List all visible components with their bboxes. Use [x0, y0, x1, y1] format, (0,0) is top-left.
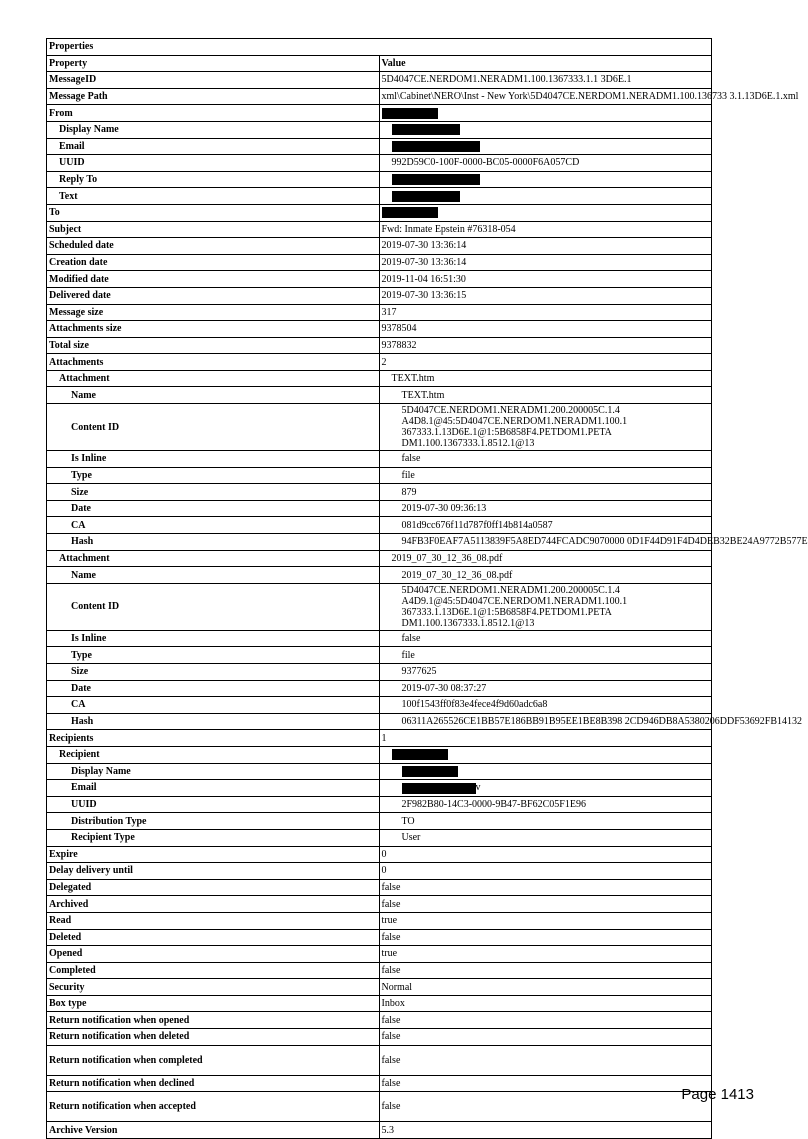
property-value: [379, 929, 712, 946]
property-value: [379, 796, 712, 813]
value-text: false: [381, 898, 401, 910]
property-label: Email: [47, 780, 380, 797]
property-value: [379, 680, 712, 697]
property-value: [379, 451, 712, 468]
table-row: [47, 863, 712, 880]
value-text: 0: [381, 848, 387, 860]
content-id-line: 367333.1.13D6E.1@1:5B6858F4.PETDOM1.PETA DM1.100.1367333.1.8512.1@13: [401, 606, 612, 629]
property-label: Size: [47, 484, 380, 501]
property-label: Return notification when completed: [47, 1045, 380, 1075]
property-value: [379, 1092, 712, 1122]
table-row: [47, 500, 712, 517]
property-value: [379, 337, 712, 354]
value-text: 9378832: [381, 339, 417, 351]
value-text: Inbox: [381, 998, 405, 1010]
property-value: [379, 1122, 712, 1139]
table-row: [47, 370, 712, 387]
table-title: Properties: [47, 39, 712, 56]
value-text: false: [381, 964, 401, 976]
redaction-box: [392, 191, 460, 202]
property-value: [379, 354, 712, 371]
property-label: Type: [47, 647, 380, 664]
value-text: 2019-07-30 13:36:15: [381, 290, 467, 302]
table-row: [47, 1029, 712, 1046]
value-text: xml\Cabinet\NERO\Inst - New York\5D4047CE.NERDOM1.NERADM1.100.136733 3.1.13D6E.1.xml: [381, 91, 799, 103]
table-row: [47, 221, 712, 238]
property-label: Recipient Type: [47, 829, 380, 846]
property-value: [379, 846, 712, 863]
header-value: Value: [379, 55, 712, 72]
table-row: [47, 155, 712, 172]
content-id-line: 367333.1.13D6E.1@1:5B6858F4.PETDOM1.PETA DM1.100.1367333.1.8512.1@13: [401, 427, 612, 450]
property-label: Size: [47, 664, 380, 681]
table-row: [47, 138, 712, 155]
value-text: file: [401, 469, 415, 481]
property-value: [379, 271, 712, 288]
property-label: Hash: [47, 534, 380, 551]
table-row: [47, 929, 712, 946]
table-row: [47, 354, 712, 371]
table-row: [47, 1122, 712, 1139]
property-value: [379, 387, 712, 404]
property-label: UUID: [47, 155, 380, 172]
table-row: [47, 484, 712, 501]
redaction-box: [392, 141, 480, 152]
value-text: false: [381, 931, 401, 943]
property-label: Creation date: [47, 254, 380, 271]
property-label: Return notification when declined: [47, 1075, 380, 1092]
property-value: [379, 221, 712, 238]
property-label: Display Name: [47, 121, 380, 138]
property-value: [379, 1029, 712, 1046]
property-label: Date: [47, 500, 380, 517]
property-label: Return notification when accepted: [47, 1092, 380, 1122]
redaction-box: [382, 207, 438, 218]
table-row: [47, 896, 712, 913]
property-label: Recipient: [47, 746, 380, 763]
value-text: 9378504: [381, 323, 417, 335]
table-row: [47, 780, 712, 797]
table-row: [47, 121, 712, 138]
property-value: [379, 829, 712, 846]
property-value: [379, 171, 712, 188]
table-row: [47, 1075, 712, 1092]
redaction-box: [392, 174, 480, 185]
value-text: 100f1543ff0f83e4fece4f9d60adc6a8: [401, 699, 548, 711]
property-label: Attachments: [47, 354, 380, 371]
property-label: Is Inline: [47, 630, 380, 647]
table-row: [47, 88, 712, 105]
property-label: Message Path: [47, 88, 380, 105]
value-text: 5D4047CE.NERDOM1.NERADM1.100.1367333.1.1 3D6E.1: [381, 74, 632, 86]
table-row: [47, 287, 712, 304]
value-text: 9377625: [401, 666, 437, 678]
property-value: [379, 979, 712, 996]
property-value: [379, 321, 712, 338]
table-row: [47, 451, 712, 468]
header-property: Property: [47, 55, 380, 72]
value-text: User: [401, 832, 421, 844]
property-value: [379, 630, 712, 647]
property-value: [379, 647, 712, 664]
table-row: [47, 664, 712, 681]
value-text: false: [381, 1014, 401, 1026]
property-label: To: [47, 204, 380, 221]
table-row: [47, 912, 712, 929]
property-label: Recipients: [47, 730, 380, 747]
property-label: Type: [47, 467, 380, 484]
table-row: [47, 680, 712, 697]
property-value: [379, 404, 712, 451]
table-row: [47, 813, 712, 830]
property-label: Message size: [47, 304, 380, 321]
value-text: 2019-07-30 09:36:13: [401, 503, 487, 515]
table-row: [47, 846, 712, 863]
property-label: Attachments size: [47, 321, 380, 338]
table-row: [47, 796, 712, 813]
table-row: [47, 72, 712, 89]
table-row: [47, 829, 712, 846]
property-value: [379, 863, 712, 880]
property-label: Security: [47, 979, 380, 996]
redaction-box: [392, 124, 460, 135]
property-label: Text: [47, 188, 380, 205]
table-row: [47, 337, 712, 354]
property-label: CA: [47, 517, 380, 534]
table-row: [47, 763, 712, 780]
property-value: [379, 550, 712, 567]
property-label: Distribution Type: [47, 813, 380, 830]
property-value: [379, 72, 712, 89]
property-value: [379, 484, 712, 501]
property-label: Archived: [47, 896, 380, 913]
table-row: [47, 746, 712, 763]
table-row: [47, 879, 712, 896]
property-label: Archive Version: [47, 1122, 380, 1139]
value-text: false: [381, 1077, 401, 1089]
property-label: Date: [47, 680, 380, 697]
table-row: [47, 238, 712, 255]
property-value: [379, 912, 712, 929]
property-label: Deleted: [47, 929, 380, 946]
value-text: 2F982B80-14C3-0000-9B47-BF62C05F1E96: [401, 799, 586, 811]
value-text: TO: [401, 815, 415, 827]
property-label: Attachment: [47, 370, 380, 387]
redaction-box: [382, 108, 438, 119]
table-row: [47, 630, 712, 647]
table-row: [47, 946, 712, 963]
property-value: [379, 304, 712, 321]
property-label: Opened: [47, 946, 380, 963]
redaction-box: [392, 749, 448, 760]
value-text: file: [401, 649, 415, 661]
property-label: Total size: [47, 337, 380, 354]
property-value: [379, 88, 799, 105]
property-value: [379, 567, 712, 584]
property-value: [379, 238, 712, 255]
value-text: false: [381, 1101, 401, 1113]
value-text: 5.3: [381, 1124, 394, 1136]
property-value: [379, 730, 712, 747]
value-text: 2019-07-30 13:36:14: [381, 257, 467, 269]
property-label: MessageID: [47, 72, 380, 89]
property-label: Content ID: [47, 404, 380, 451]
property-value: [379, 763, 712, 780]
property-label: Return notification when deleted: [47, 1029, 380, 1046]
property-label: Read: [47, 912, 380, 929]
table-row: [47, 1092, 712, 1122]
property-value: [379, 583, 712, 630]
value-text: 06311A265526CE1BB57E186BB91B95EE1BE8B398 2CD946DB8A5380206DDF53692FB14132: [401, 716, 802, 728]
value-text: false: [381, 1031, 401, 1043]
property-value: [379, 534, 808, 551]
property-label: Scheduled date: [47, 238, 380, 255]
value-text: Normal: [381, 981, 413, 993]
property-label: UUID: [47, 796, 380, 813]
property-value: [379, 138, 712, 155]
property-label: Reply To: [47, 171, 380, 188]
value-text: TEXT.htm: [401, 389, 445, 401]
value-text: 0: [381, 865, 387, 877]
property-value: [379, 780, 712, 797]
table-row: [47, 204, 712, 221]
property-value: [379, 713, 802, 730]
table-row: [47, 962, 712, 979]
property-value: [379, 896, 712, 913]
property-value: [379, 188, 712, 205]
property-label: Expire: [47, 846, 380, 863]
property-value: [379, 1045, 712, 1075]
value-text: 2019-07-30 13:36:14: [381, 240, 467, 252]
value-text: 2: [381, 356, 387, 368]
property-label: Delay delivery until: [47, 863, 380, 880]
redaction-box: [402, 766, 458, 777]
table-row: [47, 534, 712, 551]
table-row: [47, 105, 712, 122]
content-id-line: 5D4047CE.NERDOM1.NERADM1.200.200005C.1.4: [401, 405, 620, 417]
table-header-row: [47, 55, 712, 72]
table-row: [47, 467, 712, 484]
property-value: [379, 946, 712, 963]
value-text: 1: [381, 732, 387, 744]
property-label: Hash: [47, 713, 380, 730]
value-text: v: [475, 782, 481, 794]
value-text: false: [381, 1054, 401, 1066]
property-label: Name: [47, 387, 380, 404]
value-text: 992D59C0-100F-0000-BC05-0000F6A057CD: [391, 157, 580, 169]
page-number: Page 1413: [681, 1086, 754, 1103]
value-text: 317: [381, 306, 397, 318]
table-row: [47, 583, 712, 630]
property-label: Is Inline: [47, 451, 380, 468]
value-text: 2019-11-04 16:51:30: [381, 273, 466, 285]
property-label: From: [47, 105, 380, 122]
content-id-line: A4D9.1@45:5D4047CE.NERDOM1.NERADM1.100.1: [401, 595, 628, 607]
property-label: Display Name: [47, 763, 380, 780]
property-label: Content ID: [47, 583, 380, 630]
table-row: [47, 713, 712, 730]
table-row: [47, 1012, 712, 1029]
table-row: [47, 321, 712, 338]
property-value: [379, 105, 712, 122]
property-label: CA: [47, 697, 380, 714]
table-row: [47, 979, 712, 996]
property-label: Modified date: [47, 271, 380, 288]
property-label: Return notification when opened: [47, 1012, 380, 1029]
table-row: [47, 697, 712, 714]
content-id-line: 5D4047CE.NERDOM1.NERADM1.200.200005C.1.4: [401, 584, 620, 596]
table-row: [47, 995, 712, 1012]
value-text: Fwd: Inmate Epstein #76318-054: [381, 223, 516, 235]
property-value: [379, 813, 712, 830]
table-row: [47, 730, 712, 747]
value-text: false: [401, 633, 421, 645]
property-value: [379, 995, 712, 1012]
value-text: 081d9cc676f11d787f0ff14b814a0587: [401, 519, 553, 531]
property-label: Email: [47, 138, 380, 155]
property-value: [379, 1012, 712, 1029]
value-text: false: [381, 882, 401, 894]
property-value: [379, 204, 712, 221]
property-label: Delegated: [47, 879, 380, 896]
table-row: [47, 1045, 712, 1075]
redaction-box: [402, 783, 476, 794]
property-value: [379, 155, 712, 172]
property-value: [379, 746, 712, 763]
value-text: TEXT.htm: [391, 373, 435, 385]
property-value: [379, 500, 712, 517]
property-label: Delivered date: [47, 287, 380, 304]
value-text: 2019_07_30_12_36_08.pdf: [401, 569, 513, 581]
table-row: [47, 304, 712, 321]
property-value: [379, 879, 712, 896]
property-value: [379, 517, 712, 534]
property-value: [379, 467, 712, 484]
value-text: true: [381, 915, 398, 927]
value-text: 2019-07-30 08:37:27: [401, 682, 487, 694]
table-row: [47, 647, 712, 664]
table-row: [47, 550, 712, 567]
property-label: Subject: [47, 221, 380, 238]
property-label: Attachment: [47, 550, 380, 567]
table-row: [47, 188, 712, 205]
table-row: [47, 387, 712, 404]
property-value: [379, 254, 712, 271]
value-text: true: [381, 948, 398, 960]
value-text: 2019_07_30_12_36_08.pdf: [391, 552, 503, 564]
table-row: [47, 404, 712, 451]
property-value: [379, 370, 712, 387]
content-id-line: A4D8.1@45:5D4047CE.NERDOM1.NERADM1.100.1: [401, 416, 628, 428]
table-row: [47, 517, 712, 534]
value-text: 94FB3F0EAF7A5113839F5A8ED744FCADC9070000 0D1F44D91F4D4DEB32BE24A9772B577E: [401, 536, 808, 548]
property-value: [379, 121, 712, 138]
table-row: [47, 171, 712, 188]
value-text: false: [401, 453, 421, 465]
property-value: [379, 664, 712, 681]
property-label: Box type: [47, 995, 380, 1012]
property-value: [379, 697, 712, 714]
table-row: [47, 271, 712, 288]
property-label: Name: [47, 567, 380, 584]
value-text: 879: [401, 486, 417, 498]
property-label: Completed: [47, 962, 380, 979]
table-title-row: [47, 39, 712, 56]
property-value: [379, 1075, 712, 1092]
table-row: [47, 567, 712, 584]
property-value: [379, 962, 712, 979]
property-value: [379, 287, 712, 304]
table-row: [47, 254, 712, 271]
